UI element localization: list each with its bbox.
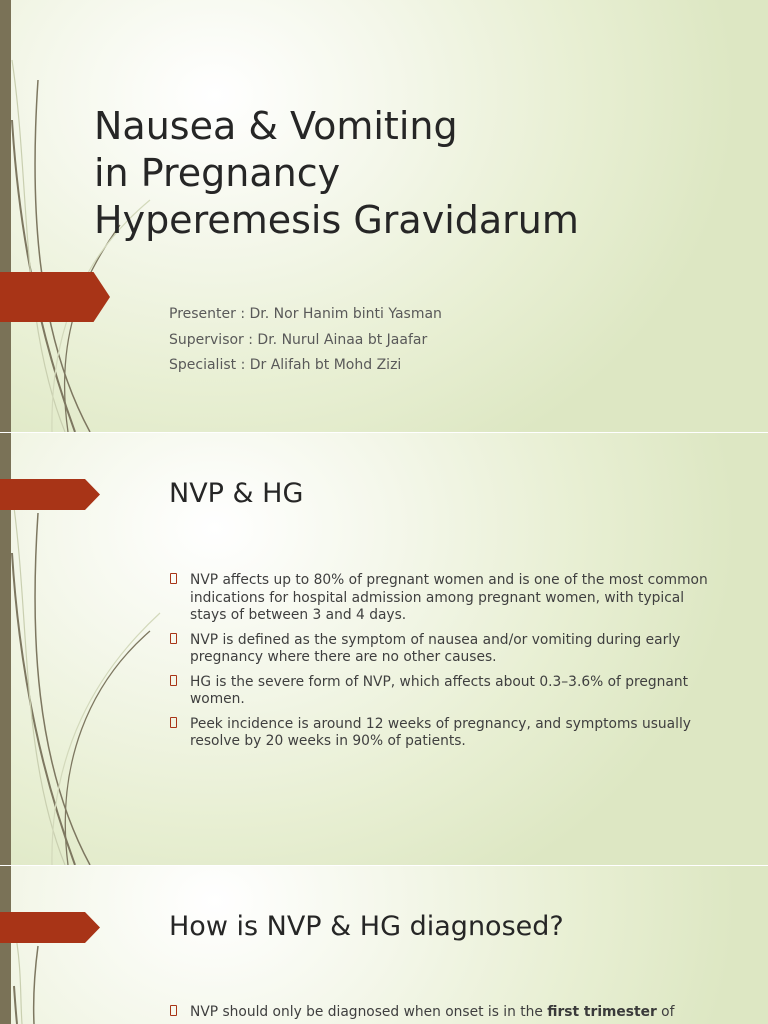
bullet-text: NVP affects up to 80% of pregnant women and is one of the most common indications for hospital admission among pregnant women, with typical stays of between 3 and 4 days. [190, 572, 708, 623]
bullet-text: HG is the severe form of NVP, which affects about 0.3–3.6% of pregnant women. [190, 673, 689, 707]
bullet-icon [170, 675, 177, 686]
bullet-icon [170, 633, 177, 644]
accent-arrow [0, 912, 100, 943]
bullet-text-post: of [656, 1004, 675, 1020]
slide-title: How is NVP & HG diagnosed? [169, 911, 564, 942]
title-line: Nausea & Vomiting [94, 104, 458, 148]
list-item [170, 632, 718, 667]
accent-arrow [0, 479, 100, 510]
list-item [170, 674, 718, 709]
list-item [170, 1004, 718, 1022]
bullet-icon [170, 1005, 177, 1016]
title-line: Hyperemesis Gravidarum [94, 198, 579, 242]
bullet-icon [170, 717, 177, 728]
content-slide-nvp-hg [0, 433, 768, 865]
specialist-text: Specialist : Dr Alifah bt Mohd Zizi [169, 357, 402, 373]
accent-arrow [0, 272, 110, 322]
bullet-icon [170, 573, 177, 584]
title-slide [0, 0, 768, 432]
bullet-list [170, 1004, 718, 1024]
presenter-text: Presenter : Dr. Nor Hanim binti Yasman [169, 306, 442, 322]
bullet-text-bold: first trimester [547, 1004, 657, 1020]
title-line: in Pregnancy [94, 151, 341, 195]
content-slide-diagnosis [0, 866, 768, 1024]
bullet-text: NVP is defined as the symptom of nausea and/or vomiting during early pregnancy where there are no other causes. [190, 631, 681, 665]
subtitle-block [169, 302, 442, 379]
bullet-text: Peek incidence is around 12 weeks of pregnancy, and symptoms usually resolve by 20 weeks in 90% of patients. [190, 715, 691, 749]
decorative-curves [0, 866, 200, 1024]
bullet-list [170, 572, 718, 758]
page-title [94, 103, 734, 244]
bullet-text-pre: NVP should only be diagnosed when onset is in the [190, 1004, 548, 1020]
list-item [170, 572, 718, 625]
slide-title: NVP & HG [169, 478, 304, 509]
list-item [170, 716, 718, 751]
supervisor-text: Supervisor : Dr. Nurul Ainaa bt Jaafar [169, 331, 428, 348]
